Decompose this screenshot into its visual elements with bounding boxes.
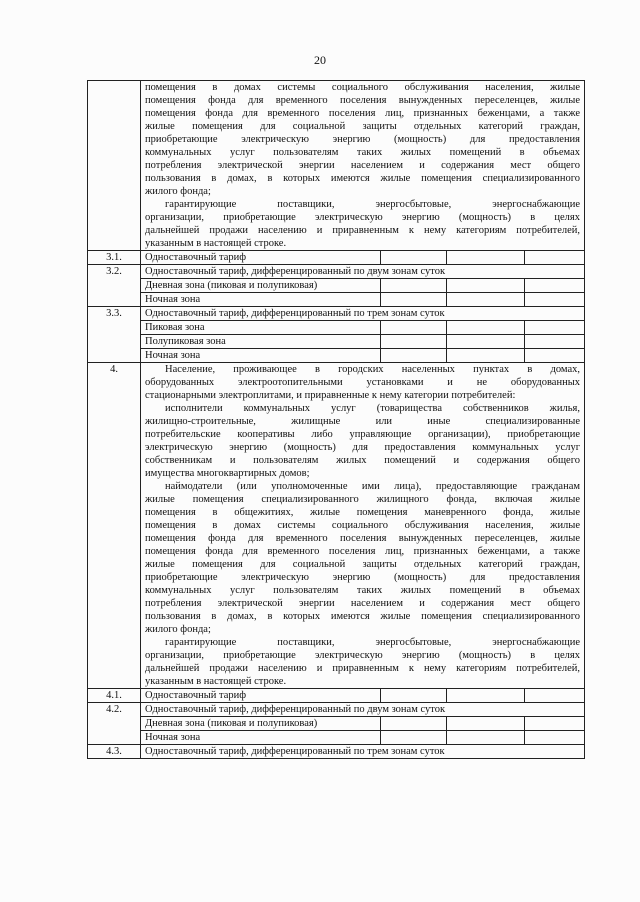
cell-empty	[381, 279, 447, 293]
cell-empty	[447, 717, 525, 731]
block4-paragraph-3	[145, 480, 580, 636]
text-line: потребления электрической энергии населением и содержания мест общего	[145, 160, 581, 171]
text-line: наймодатели (или уполномоченные ими лица), предоставляющие гражданам	[165, 481, 581, 492]
cell-empty	[525, 717, 585, 731]
text-line: гарантирующие поставщики, энергосбытовые, энергоснабжающие	[165, 199, 581, 210]
row-number-empty	[88, 81, 141, 251]
row-number: 4.3.	[88, 745, 141, 759]
cell-empty	[447, 689, 525, 703]
text-line: помещения фонда для временного поселения вынужденных переселенцев, жилые	[145, 533, 581, 544]
text-line: организации, приобретающие электрическую энергию (мощность) в целях	[145, 650, 581, 661]
table-row	[88, 293, 585, 307]
cell-empty	[525, 293, 585, 307]
text-line: помещения фонда для временного поселения лиц, признанных беженцами, а также	[145, 108, 581, 119]
row-number: 4.1.	[88, 689, 141, 703]
text-line: жилого фонда;	[145, 624, 211, 635]
row-label: Дневная зона (пиковая и полупиковая)	[141, 717, 381, 731]
block3-paragraph-1	[145, 81, 580, 198]
block4-paragraph-4	[145, 636, 580, 688]
table-row	[88, 689, 585, 703]
cell-empty	[381, 335, 447, 349]
cell-empty	[525, 731, 585, 745]
block4-paragraph-1	[145, 363, 580, 402]
row-label: Одноставочный тариф	[141, 251, 381, 265]
text-line: помещения фонда для временного поселения лиц, признанных беженцами, а также	[145, 546, 581, 557]
text-line: потребления электрической энергии населением и содержания мест общего	[145, 598, 581, 609]
text-line: жилого фонда;	[145, 186, 211, 197]
row-label: Одноставочный тариф, дифференцированный по двум зонам суток	[141, 703, 585, 717]
table-row	[88, 279, 585, 293]
row-label: Ночная зона	[141, 731, 381, 745]
text-line: коммунальных услуг пользователям таких жилых помещений в объемах	[145, 585, 581, 596]
text-line: жилые помещения для социальной защиты отдельных категорий граждан,	[145, 559, 581, 570]
row-number: 3.3.	[88, 307, 141, 363]
table-row	[88, 307, 585, 321]
text-line: исполнители коммунальных услуг (товарищества собственников жилья,	[165, 403, 581, 414]
cell-empty	[525, 321, 585, 335]
table-row	[88, 349, 585, 363]
text-line: оборудованных электроотопительными установками и не оборудованных	[145, 377, 581, 388]
block4-paragraph-2	[145, 402, 580, 480]
block4-text	[141, 363, 585, 689]
row-label: Одноставочный тариф	[141, 689, 381, 703]
text-line: указанным в настоящей строке.	[145, 238, 287, 249]
row-label: Одноставочный тариф, дифференцированный по двум зонам суток	[141, 265, 585, 279]
cell-empty	[381, 731, 447, 745]
row-label: Одноставочный тариф, дифференцированный по трем зонам суток	[141, 307, 585, 321]
cell-empty	[525, 335, 585, 349]
row-label: Полупиковая зона	[141, 335, 381, 349]
text-line: жилищно-строительные, жилищные или иные специализированные	[145, 416, 581, 427]
text-line: гарантирующие поставщики, энергосбытовые, энергоснабжающие	[165, 637, 581, 648]
table-row	[88, 265, 585, 279]
text-line: дальнейшей продажи населению и приравненным к нему категориям потребителей,	[145, 225, 581, 236]
table-row	[88, 335, 585, 349]
text-line: потребительские кооперативы либо управляющие организации), приобретающие	[145, 429, 581, 440]
table-row	[88, 321, 585, 335]
tariff-table	[87, 80, 585, 759]
text-line: жилые помещения для социальной защиты отдельных категорий граждан,	[145, 121, 581, 132]
cell-empty	[381, 251, 447, 265]
cell-empty	[447, 731, 525, 745]
cell-empty	[381, 689, 447, 703]
row-number: 3.1.	[88, 251, 141, 265]
text-line: коммунальных услуг пользователям таких жилых помещений в объемах	[145, 147, 581, 158]
cell-empty	[381, 293, 447, 307]
text-line: дальнейшей продажи населению и приравненным к нему категориям потребителей,	[145, 663, 581, 674]
table-row	[88, 717, 585, 731]
text-line: собственникам и пользователям жилых помещений и содержания общего	[145, 455, 581, 466]
row-label: Одноставочный тариф, дифференцированный по трем зонам суток	[141, 745, 585, 759]
cell-empty	[525, 279, 585, 293]
text-line: помещения в домах системы социального обслуживания населения, жилые	[145, 520, 581, 531]
text-line: помещения фонда для временного поселения вынужденных переселенцев, жилые	[145, 95, 581, 106]
cell-empty	[525, 251, 585, 265]
cell-empty	[525, 689, 585, 703]
cell-empty	[381, 321, 447, 335]
cell-empty	[381, 717, 447, 731]
cell-empty	[447, 251, 525, 265]
table-row	[88, 731, 585, 745]
text-line: стационарными электроплитами, и приравненные к нему категории потребителей:	[145, 390, 516, 401]
cell-empty	[381, 349, 447, 363]
text-line: имущества многоквартирных домов;	[145, 468, 310, 479]
text-line: пользования в домах, в которых имеются жилые помещения специализированного	[145, 173, 581, 184]
row-label: Ночная зона	[141, 349, 381, 363]
text-line: электрическую энергию (мощность) для предоставления коммунальных услуг	[145, 442, 581, 453]
text-line: Население, проживающее в городских населенных пунктах в домах,	[165, 364, 581, 375]
cell-empty	[447, 293, 525, 307]
cell-empty	[447, 279, 525, 293]
row-number: 4.2.	[88, 703, 141, 745]
text-line: помещения в домах системы социального обслуживания населения, жилые	[145, 82, 581, 93]
row-number: 3.2.	[88, 265, 141, 307]
table-row	[88, 251, 585, 265]
row-number: 4.	[88, 363, 141, 689]
text-line: указанным в настоящей строке.	[145, 676, 287, 687]
cell-empty	[447, 335, 525, 349]
table-row-block3-continued	[88, 81, 585, 251]
table-row-block4	[88, 363, 585, 689]
row-label: Пиковая зона	[141, 321, 381, 335]
row-label: Ночная зона	[141, 293, 381, 307]
cell-empty	[447, 349, 525, 363]
block3-paragraph-2	[145, 198, 580, 250]
cell-empty	[525, 349, 585, 363]
cell-empty	[447, 321, 525, 335]
text-line: приобретающие электрическую энергию (мощность) для предоставления	[145, 572, 581, 583]
block3-text	[141, 81, 585, 251]
text-line: пользования в домах, в которых имеются жилые помещения специализированного	[145, 611, 581, 622]
text-line: помещения в общежитиях, жилые помещения маневренного фонда, жилые	[145, 507, 581, 518]
page-number: 20	[314, 53, 326, 67]
text-line: жилые помещения специализированного жилищного фонда, включая жилые	[145, 494, 581, 505]
row-label: Дневная зона (пиковая и полупиковая)	[141, 279, 381, 293]
table-row	[88, 703, 585, 717]
text-line: организации, приобретающие электрическую энергию (мощность) в целях	[145, 212, 581, 223]
table-row	[88, 745, 585, 759]
text-line: приобретающие электрическую энергию (мощность) для предоставления	[145, 134, 581, 145]
